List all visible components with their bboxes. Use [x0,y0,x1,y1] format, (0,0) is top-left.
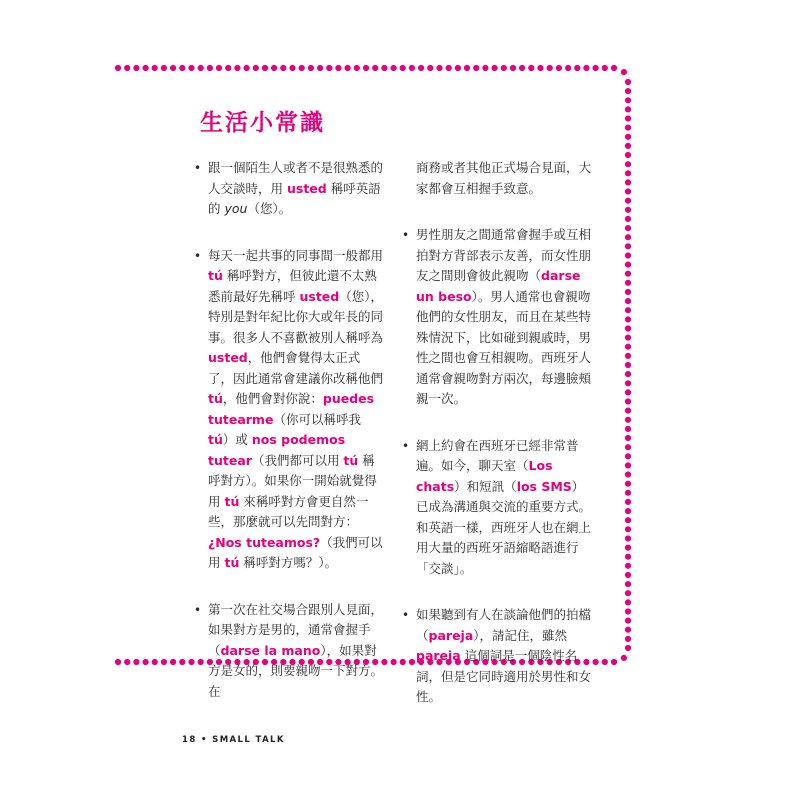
spanish-term: tú [208,268,223,283]
text-run: 商務或者其他正式場合見面，大家都會互相握手致意。 [416,160,592,196]
frame-dot [625,608,631,614]
frame-dot [464,65,470,71]
frame-dot [207,65,213,71]
frame-dot [124,65,130,71]
frame-dot [289,65,295,71]
frame-dot [625,234,631,240]
frame-dot [625,599,631,605]
text-run: 每天一起共事的同事間一般都用 [208,247,384,263]
right-column [402,158,594,734]
text-run: ，他們會覺得太正式了，因此通常會建議你改稱他們 [208,350,384,386]
frame-dot [556,65,562,71]
frame-dot [625,316,631,322]
frame-dot [234,65,240,71]
frame-dot [179,65,185,71]
text-run: ）已成為溝通與交流的重要方式。和英語一樣，西班牙人也在網上用大量的西班牙語縮略語進行「交談」。 [416,478,592,576]
frame-dot [625,125,631,131]
frame-dot [565,65,571,71]
frame-dot [625,453,631,459]
frame-dot [625,526,631,532]
frame-dot [625,225,631,231]
text-run: 第一次在社交場合跟別人見面，如果對方是男的，通常會握手（ [208,601,384,658]
page-footer: 18 • SMALL TALK [182,735,285,745]
text-run: （您），特別是對年紀比你大或年長的同事。很多人不喜歡被別人稱呼為 [208,288,384,345]
frame-dot [625,134,631,140]
page-title: 生活小常識 [200,110,325,136]
frame-dot [519,65,525,71]
text-run: 如果聽到有人在談論他們的拍檔（ [416,607,592,643]
bullet-item [402,158,594,199]
spanish-term: tú [343,452,359,468]
text-run: ）或 [222,432,252,447]
frame-dot [625,545,631,551]
frame-dot [625,179,631,185]
frame-dot [115,659,121,665]
frame-dot [418,65,424,71]
frame-dot [625,188,631,194]
spanish-term: pareja [416,648,461,663]
frame-dot [482,65,488,71]
frame-dot [501,65,507,71]
spanish-term: tú [208,432,223,447]
frame-dot [625,426,631,432]
frame-dot [143,659,149,665]
frame-dot [625,563,631,569]
text-run: ）。男人通常也會親吻他們的女性朋友，而且在某些特殊情況下，比如碰到親戚時，男性之間也會互相親吻。西班牙人通常會親吻對方兩次，每邊臉頰親一次。 [416,288,592,406]
frame-dot [391,65,397,71]
frame-dot [625,243,631,249]
frame-dot [625,170,631,176]
frame-dot [625,490,631,496]
text-run: 網上約會在西班牙已經非常普遍。如今，聊天室（ [416,437,579,473]
frame-dot [345,65,351,71]
frame-dot [625,380,631,386]
frame-dot [625,444,631,450]
frame-dot [446,65,452,71]
frame-dot [625,344,631,350]
frame-dot [625,417,631,423]
bullet-dot-icon: • [194,161,202,175]
frame-dot [583,65,589,71]
frame-dot [308,65,314,71]
frame-dot [381,65,387,71]
frame-dot [621,69,627,75]
frame-dot [625,307,631,313]
frame-dot [625,408,631,414]
frame-dot [253,65,259,71]
frame-dot [317,65,323,71]
bullet-item [194,246,384,574]
frame-dot [133,65,139,71]
spanish-term: Los chats [416,458,553,494]
spanish-term: usted [286,180,327,196]
text-run: ，他們會對你說： [222,391,323,406]
frame-dot [625,398,631,404]
text-run: ），如果對方是女的，則要親吻一下對方。在 [208,642,384,699]
frame-dot [625,435,631,441]
spanish-term: pareja [428,627,474,643]
frame-dot [179,659,185,665]
frame-dot [537,65,543,71]
frame-dot [611,65,617,71]
bullet-item [402,605,594,708]
frame-dot [625,389,631,395]
spanish-term: nos podemos tutear [208,432,346,468]
spanish-term: ¿Nos tuteamos? [208,534,321,550]
frame-dot [625,535,631,541]
text-run: 稱呼英語的 [208,180,381,216]
spanish-term: usted [208,350,248,365]
frame-dot [363,65,369,71]
frame-dot [188,65,194,71]
frame-dot [400,65,406,71]
frame-dot [170,65,176,71]
frame-dot [625,618,631,624]
frame-dot [436,65,442,71]
text-run: （我們可以用 [208,534,383,570]
bullet-dot-icon: • [194,248,202,263]
frame-dot [625,252,631,258]
frame-dot [625,289,631,295]
frame-dot [528,65,534,71]
bullet-item [402,225,594,410]
frame-dot [198,65,204,71]
spanish-term: puedes tutearme [208,391,375,427]
frame-dot [492,65,498,71]
english-term: you [224,201,248,216]
bullet-dot-icon: • [194,602,202,617]
frame-dot [625,152,631,158]
frame-dot [161,659,167,665]
spanish-term: tú [224,555,240,570]
frame-dot [625,554,631,560]
frame-dot [455,65,461,71]
text-run: 這個詞是一個陰性名詞，但是它同時適用於男性和女性。 [416,648,592,704]
frame-dot [547,65,553,71]
frame-dot [574,65,580,71]
frame-dot [225,65,231,71]
frame-dot [625,280,631,286]
frame-dot [602,659,608,665]
frame-dot [625,207,631,213]
frame-dot [335,65,341,71]
frame-dot [115,65,121,71]
frame-dot [625,462,631,468]
frame-dot [473,65,479,71]
frame-dot [625,79,631,85]
bullet-item [194,600,384,703]
text-run: ），請記住，雖然 [473,627,568,643]
bullet-dot-icon: • [402,228,410,242]
left-column [194,158,384,728]
frame-dot [625,325,631,331]
text-run: 男性朋友之間通常會握手或互相拍對方背部表示友善，而女性朋友之間則會彼此親吻（ [416,227,592,283]
spanish-term: darse un beso [416,268,581,304]
frame-dot [625,572,631,578]
frame-dot [625,636,631,642]
frame-dot [354,65,360,71]
frame-dot [271,65,277,71]
frame-dot [625,143,631,149]
frame-dot [625,106,631,112]
text-run: 來稱呼對方會更自然一些，那麼就可以先問對方： [208,493,369,529]
frame-dot [409,65,415,71]
spanish-term: darse la mano [220,642,321,658]
frame-dot [625,271,631,277]
frame-dot [625,517,631,523]
spanish-term: usted [299,288,340,304]
text-run: 稱呼對方，但彼此還不太熟悉前最好先稱呼 [208,268,377,304]
frame-dot [625,198,631,204]
frame-dot [244,65,250,71]
text-run: 稱呼對方）。如果你一開始就覺得用 [208,452,377,509]
frame-dot [152,659,158,665]
frame-dot [625,581,631,587]
spanish-term: tú [224,493,240,509]
frame-dot [299,65,305,71]
frame-dot [593,65,599,71]
frame-dot [152,65,158,71]
frame-dot [143,65,149,71]
bullet-dot-icon: • [402,608,410,622]
frame-dot [625,298,631,304]
text-run: （您）。 [247,201,292,216]
frame-dot [280,65,286,71]
frame-dot [625,335,631,341]
bullet-item [402,436,594,580]
text-run: 跟一個陌生人或者不是很熟悉的人交談時，用 [208,160,384,196]
text-run: ）和短訊（ [454,478,517,494]
frame-dot [124,659,130,665]
frame-dot [170,659,176,665]
frame-dot [625,97,631,103]
frame-dot [625,161,631,167]
frame-dot [262,65,268,71]
text-run: 稱呼對方嗎？）。 [239,555,338,570]
frame-dot [625,590,631,596]
frame-dot [161,65,167,71]
frame-dot [372,65,378,71]
frame-dot [625,471,631,477]
frame-dot [625,262,631,268]
spanish-term: los SMS [516,478,572,494]
frame-dot [625,88,631,94]
frame-dot [326,65,332,71]
bullet-item [194,158,384,220]
frame-dot [510,65,516,71]
frame-dot [625,481,631,487]
frame-dot [625,627,631,633]
frame-dot [602,65,608,71]
spanish-term: tú [208,391,223,406]
frame-dot [216,65,222,71]
frame-dot [625,645,631,651]
frame-dot [427,65,433,71]
frame-dot [133,659,139,665]
frame-dot [625,216,631,222]
frame-dot [625,362,631,368]
frame-dot [625,508,631,514]
text-run: （我們都可以用 [251,452,344,468]
frame-dot [611,659,617,665]
text-run: （你可以稱呼我 [273,411,361,427]
frame-dot [625,353,631,359]
frame-dot [621,655,627,661]
frame-dot [625,499,631,505]
frame-dot [625,371,631,377]
bullet-dot-icon: • [402,438,410,453]
frame-dot [391,659,397,665]
frame-dot [625,115,631,121]
